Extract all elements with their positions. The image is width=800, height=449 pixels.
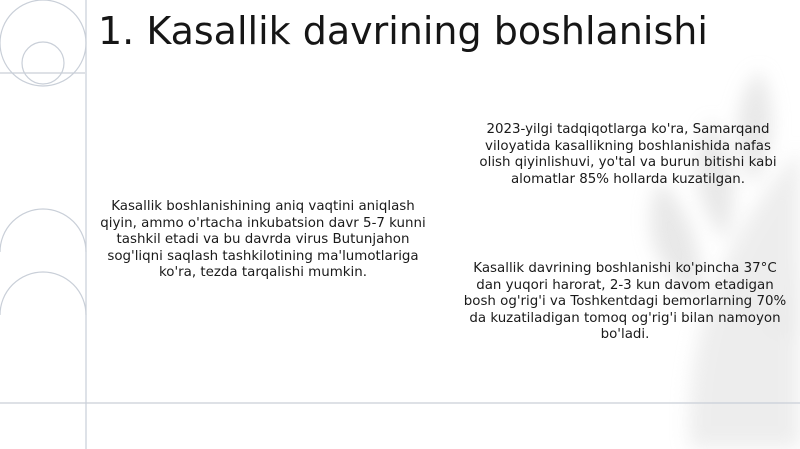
slide-title: 1. Kasallik davrining boshlanishi	[98, 9, 708, 53]
right-bottom-text-block: Kasallik davrining boshlanishi ko'pincha 37°C dan yuqori harorat, 2-3 kun davom etadigan bosh og'rig'i va Toshkentdagi bemorlarning 70% da kuzatiladigan tomoq og'rig'i bilan namoyon bo'ladi.	[463, 261, 787, 343]
right-top-text-block: 2023-yilgi tadqiqotlarga ko'ra, Samarqand viloyatida kasallikning boshlanishida nafas olish qiyinlishuvi, yo'tal va burun bitishi kabi alomatlar 85% hollarda kuzatilgan.	[479, 122, 777, 187]
left-text-block: Kasallik boshlanishining aniq vaqtini aniqlash qiyin, ammo o'rtacha inkubatsion davr 5-7 kunni tashkil etadi va bu davrda virus Butunjahon sog'liqni saqlash tashkilotining ma'lumotlariga ko'ra, tezda tarqalishi mumkin.	[100, 199, 426, 281]
circle-decorations	[0, 0, 86, 315]
